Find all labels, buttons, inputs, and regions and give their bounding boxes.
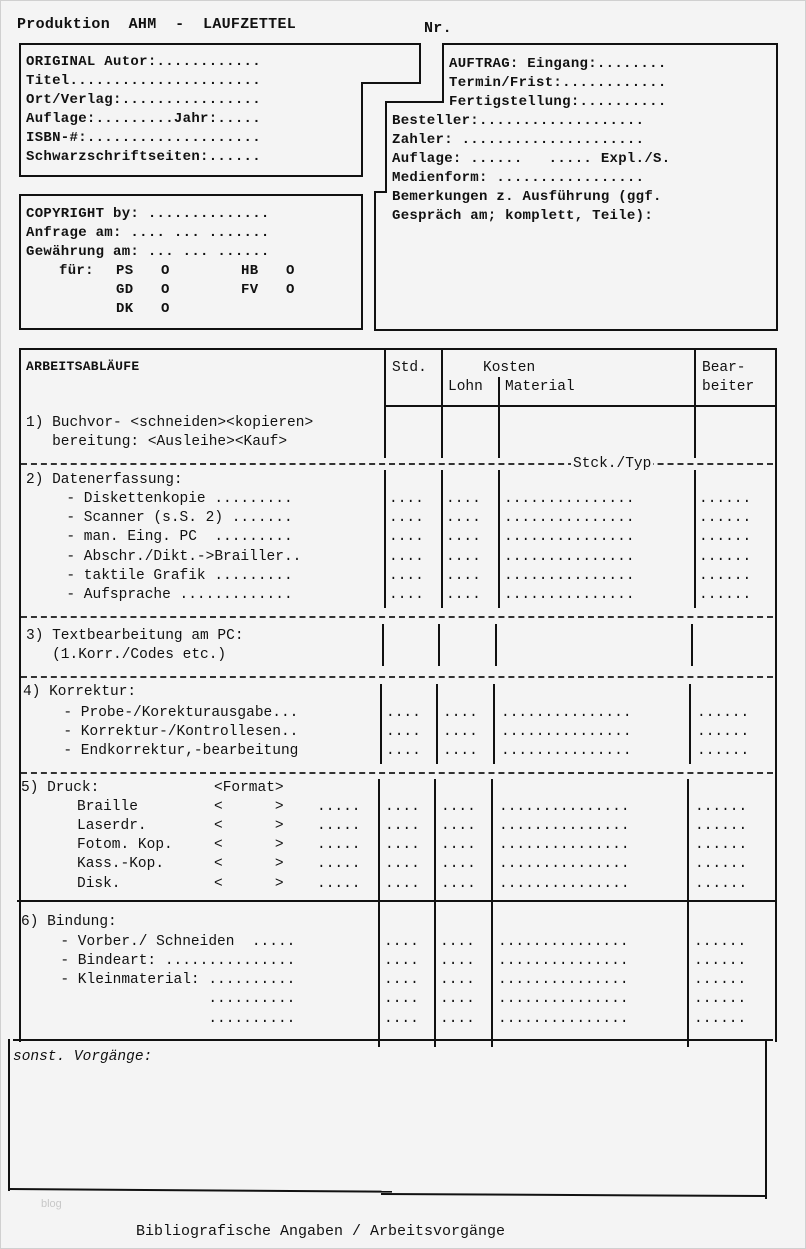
- cell-material[interactable]: ...............: [499, 818, 630, 834]
- orderer-field[interactable]: Besteller:...................: [392, 113, 645, 129]
- cell-material[interactable]: ...............: [504, 491, 635, 507]
- column-header-editor-2: beiter: [702, 379, 755, 395]
- cell-hours[interactable]: ....: [384, 934, 419, 950]
- cell-hours[interactable]: ....: [385, 799, 420, 815]
- cell-wage[interactable]: ....: [441, 876, 476, 892]
- section-4-title: 4) Korrektur:: [23, 684, 137, 700]
- cell-hours[interactable]: ....: [389, 510, 424, 526]
- cell-hours[interactable]: ....: [389, 491, 424, 507]
- option-gd-label: GD: [116, 282, 134, 298]
- option-fv-label: FV: [241, 282, 259, 298]
- watermark: blog: [41, 1198, 62, 1210]
- row-proofreading: - Korrektur-/Kontrollesen..: [46, 724, 299, 740]
- cell-hours[interactable]: ....: [385, 818, 420, 834]
- cell-material[interactable]: ...............: [501, 705, 632, 721]
- cell-editor[interactable]: ......: [695, 876, 748, 892]
- cell-hours[interactable]: ....: [386, 743, 421, 759]
- footer-caption: Bibliografische Angaben / Arbeitsvorgänge: [136, 1223, 506, 1240]
- cell-hours[interactable]: ....: [389, 568, 424, 584]
- section-1-line-2: bereitung: <Ausleihe><Kauf>: [26, 434, 288, 450]
- row-braille-dots[interactable]: .....: [317, 799, 361, 815]
- cell-wage[interactable]: ....: [441, 818, 476, 834]
- cell-editor[interactable]: ......: [695, 856, 748, 872]
- row-photocopy-format[interactable]: < >: [214, 837, 284, 853]
- column-header-wage: Lohn: [448, 379, 483, 395]
- remarks-label-continued: Gespräch am; komplett, Teile):: [392, 208, 654, 224]
- cell-wage[interactable]: ....: [443, 724, 478, 740]
- cell-hours[interactable]: ....: [389, 587, 424, 603]
- cell-wage[interactable]: ....: [440, 972, 475, 988]
- cell-wage[interactable]: ....: [441, 799, 476, 815]
- cell-material[interactable]: ...............: [498, 1011, 629, 1027]
- cell-editor[interactable]: ......: [694, 991, 747, 1007]
- row-small-material: - Kleinmaterial: ..........: [43, 972, 296, 988]
- cell-material[interactable]: ...............: [504, 510, 635, 526]
- row-small-material-3: ..........: [43, 1011, 296, 1027]
- cell-material[interactable]: ...............: [498, 934, 629, 950]
- original-print-pages-field[interactable]: Schwarzschriftseiten:......: [26, 149, 261, 165]
- cell-editor[interactable]: ......: [699, 529, 752, 545]
- cell-hours[interactable]: ....: [389, 549, 424, 565]
- cell-material[interactable]: ...............: [498, 991, 629, 1007]
- cell-hours[interactable]: ....: [385, 837, 420, 853]
- cell-material[interactable]: ...............: [499, 876, 630, 892]
- cell-hours[interactable]: ....: [386, 705, 421, 721]
- cell-hours[interactable]: ....: [386, 724, 421, 740]
- cell-wage[interactable]: ....: [446, 568, 481, 584]
- cell-wage[interactable]: ....: [446, 529, 481, 545]
- row-scanner: - Scanner (s.S. 2) .......: [49, 510, 293, 526]
- other-processes-label: sonst. Vorgänge:: [13, 1049, 153, 1065]
- form-number-label: Nr.: [424, 20, 452, 37]
- row-voice-recording: - Aufsprache .............: [49, 587, 293, 603]
- option-ps-checkbox[interactable]: O: [161, 263, 170, 279]
- cell-editor[interactable]: ......: [694, 972, 747, 988]
- cell-wage[interactable]: ....: [440, 953, 475, 969]
- row-braille-label: Braille: [77, 799, 138, 815]
- section-3-line-2: (1.Korr./Codes etc.): [26, 647, 227, 663]
- cell-hours[interactable]: ....: [384, 991, 419, 1007]
- cell-editor[interactable]: ......: [699, 491, 752, 507]
- cell-wage[interactable]: ....: [446, 491, 481, 507]
- row-cassette-label: Kass.-Kop.: [77, 856, 165, 872]
- option-fv-checkbox[interactable]: O: [286, 282, 295, 298]
- row-prep-cutting: - Vorber./ Schneiden .....: [43, 934, 296, 950]
- cell-wage[interactable]: ....: [443, 743, 478, 759]
- copyright-by-field[interactable]: COPYRIGHT by: ..............: [26, 206, 270, 222]
- cell-editor[interactable]: ......: [695, 799, 748, 815]
- cell-editor[interactable]: ......: [694, 953, 747, 969]
- cell-material[interactable]: ...............: [504, 529, 635, 545]
- cell-editor[interactable]: ......: [699, 510, 752, 526]
- form-title: Produktion AHM - LAUFZETTEL: [17, 16, 297, 33]
- row-proof-output: - Probe-/Korekturausgabe...: [46, 705, 299, 721]
- order-edition-copies-field[interactable]: Auflage: ...... ..... Expl./S.: [392, 151, 671, 167]
- format-label: <Format>: [214, 780, 284, 796]
- row-laser-dots[interactable]: .....: [317, 818, 361, 834]
- cell-hours[interactable]: ....: [384, 953, 419, 969]
- media-form-field[interactable]: Medienform: .................: [392, 170, 645, 186]
- cell-editor[interactable]: ......: [699, 568, 752, 584]
- cell-material[interactable]: ...............: [501, 724, 632, 740]
- row-transcription-brailler: - Abschr./Dikt.->Brailler..: [49, 549, 302, 565]
- row-cassette-dots[interactable]: .....: [317, 856, 361, 872]
- cell-editor[interactable]: ......: [695, 818, 748, 834]
- cell-editor[interactable]: ......: [699, 587, 752, 603]
- row-final-correction: - Endkorrektur,-bearbeitung: [46, 743, 299, 759]
- original-author-field[interactable]: ORIGINAL Autor:............: [26, 54, 261, 70]
- row-disk-label: Disk.: [77, 876, 121, 892]
- row-braille-format[interactable]: < >: [214, 799, 284, 815]
- cell-material[interactable]: ...............: [499, 799, 630, 815]
- cell-wage[interactable]: ....: [440, 934, 475, 950]
- cell-wage[interactable]: ....: [440, 991, 475, 1007]
- payer-field[interactable]: Zahler: .....................: [392, 132, 645, 148]
- row-disk-dots[interactable]: .....: [317, 876, 361, 892]
- column-header-work-steps: ARBEITSABLÄUFE: [26, 359, 140, 374]
- cell-hours[interactable]: ....: [384, 972, 419, 988]
- option-gd-checkbox[interactable]: O: [161, 282, 170, 298]
- for-label: für:: [59, 263, 94, 279]
- cell-material[interactable]: ...............: [498, 953, 629, 969]
- cell-hours[interactable]: ....: [385, 856, 420, 872]
- cell-editor[interactable]: ......: [697, 743, 750, 759]
- option-ps-label: PS: [116, 263, 134, 279]
- order-received-field[interactable]: AUFTRAG: Eingang:........: [449, 56, 667, 72]
- cell-editor[interactable]: ......: [694, 1011, 747, 1027]
- column-header-material: Material: [505, 379, 575, 395]
- column-header-editor: Bear-: [702, 360, 746, 376]
- order-completion-field[interactable]: Fertigstellung:..........: [449, 94, 667, 110]
- order-deadline-field[interactable]: Termin/Frist:............: [449, 75, 667, 91]
- original-isbn-field[interactable]: ISBN-#:....................: [26, 130, 261, 146]
- cell-editor[interactable]: ......: [695, 837, 748, 853]
- cell-wage[interactable]: ....: [446, 549, 481, 565]
- row-disk-format[interactable]: < >: [214, 876, 284, 892]
- cell-material[interactable]: ...............: [504, 549, 635, 565]
- cell-hours[interactable]: ....: [385, 876, 420, 892]
- row-photocopy-label: Fotom. Kop.: [77, 837, 173, 853]
- option-dk-checkbox[interactable]: O: [161, 301, 170, 317]
- original-place-publisher-field[interactable]: Ort/Verlag:................: [26, 92, 261, 108]
- cell-material[interactable]: ...............: [504, 587, 635, 603]
- cell-material[interactable]: ...............: [499, 837, 630, 853]
- cell-editor[interactable]: ......: [697, 705, 750, 721]
- cell-material[interactable]: ...............: [501, 743, 632, 759]
- cell-wage[interactable]: ....: [440, 1011, 475, 1027]
- request-date-field[interactable]: Anfrage am: .... ... .......: [26, 225, 270, 241]
- cell-wage[interactable]: ....: [443, 705, 478, 721]
- section-3-line-1: 3) Textbearbeitung am PC:: [26, 628, 244, 644]
- grant-date-field[interactable]: Gewährung am: ... ... ......: [26, 244, 270, 260]
- row-laser-label: Laserdr.: [77, 818, 147, 834]
- row-binding-type: - Bindeart: ...............: [43, 953, 296, 969]
- row-manual-entry-pc: - man. Eing. PC .........: [49, 529, 293, 545]
- column-header-hours: Std.: [392, 360, 427, 376]
- cell-wage[interactable]: ....: [441, 856, 476, 872]
- row-small-material-2: ..........: [43, 991, 296, 1007]
- cell-editor[interactable]: ......: [699, 549, 752, 565]
- row-laser-format[interactable]: < >: [214, 818, 284, 834]
- row-photocopy-dots[interactable]: .....: [317, 837, 361, 853]
- cell-material[interactable]: ...............: [504, 568, 635, 584]
- cell-material[interactable]: ...............: [499, 856, 630, 872]
- cell-hours[interactable]: ....: [384, 1011, 419, 1027]
- original-title-field[interactable]: Titel......................: [26, 73, 261, 89]
- row-cassette-format[interactable]: < >: [214, 856, 284, 872]
- option-hb-label: HB: [241, 263, 259, 279]
- row-tactile-graphics: - taktile Grafik .........: [49, 568, 293, 584]
- column-header-costs: Kosten: [483, 360, 536, 376]
- cell-wage[interactable]: ....: [446, 510, 481, 526]
- cell-hours[interactable]: ....: [389, 529, 424, 545]
- cell-material[interactable]: ...............: [498, 972, 629, 988]
- section-5-title: 5) Druck:: [21, 780, 100, 796]
- option-dk-label: DK: [116, 301, 134, 317]
- original-edition-year-field[interactable]: Auflage:.........Jahr:.....: [26, 111, 261, 127]
- section-6-title: 6) Bindung:: [21, 914, 117, 930]
- cell-wage[interactable]: ....: [446, 587, 481, 603]
- cell-editor[interactable]: ......: [697, 724, 750, 740]
- section-2-title: 2) Datenerfassung:: [26, 472, 183, 488]
- remarks-label: Bemerkungen z. Ausführung (ggf.: [392, 189, 662, 205]
- option-hb-checkbox[interactable]: O: [286, 263, 295, 279]
- section-1-line-1: 1) Buchvor- <schneiden><kopieren>: [26, 415, 314, 431]
- cell-editor[interactable]: ......: [694, 934, 747, 950]
- cell-wage[interactable]: ....: [441, 837, 476, 853]
- row-disk-copy: - Diskettenkopie .........: [49, 491, 293, 507]
- pieces-type-label: Stck./Typ: [573, 456, 652, 472]
